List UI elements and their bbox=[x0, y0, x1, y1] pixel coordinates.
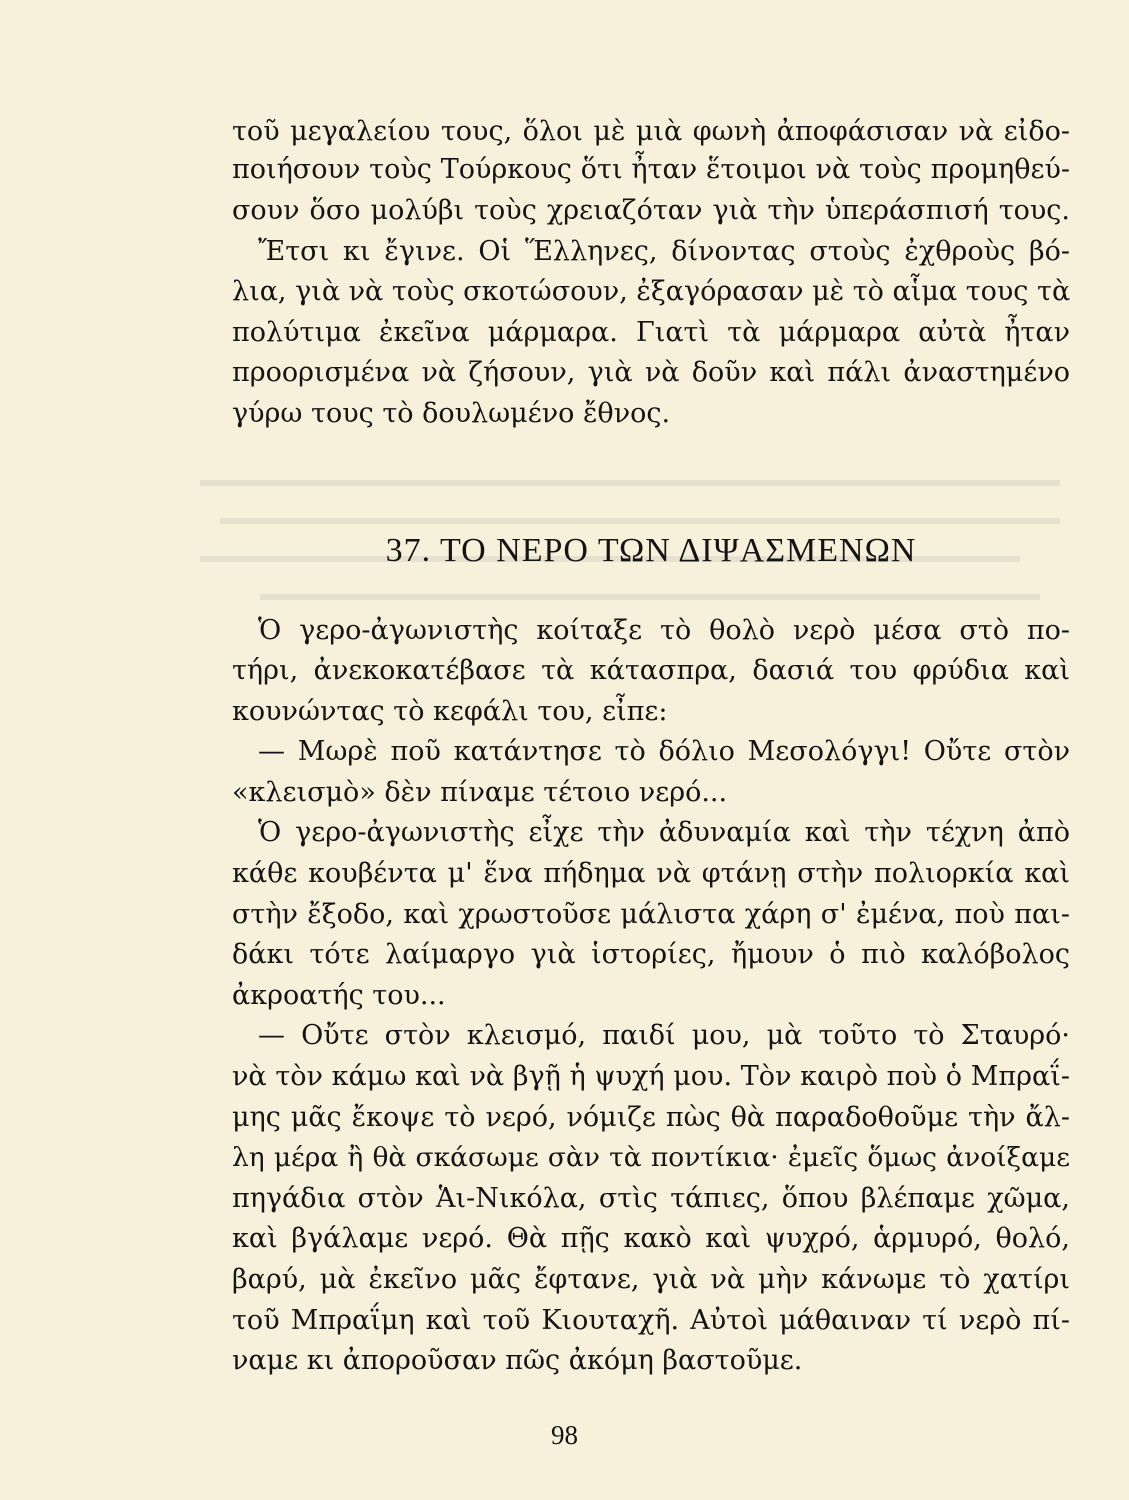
text-line: — Μωρὲ ποῦ κατάντησε τὸ δόλιο Μεσολόγγι! Οὔτε στὸν bbox=[258, 736, 1070, 767]
text-line: νὰ τὸν κάμω καὶ νὰ βγῇ ἡ ψυχή μου. Τὸν καιρὸ ποὺ ὁ Μπραΐ- bbox=[232, 1061, 1070, 1092]
text-line: λη μέρα ἢ θὰ σκάσωμε σὰν τὰ ποντίκια· ἐμεῖς ὅμως ἀνοίξαμε bbox=[232, 1142, 1070, 1173]
text-line: γύρω τους τὸ δουλωμένο ἔθνος. bbox=[232, 398, 671, 429]
text-line: ἀκροατής του... bbox=[232, 980, 446, 1011]
text-line: βαρύ, μὰ ἐκεῖνο μᾶς ἔφτανε, γιὰ νὰ μὴν κάνωμε τὸ χατίρι bbox=[232, 1264, 1070, 1295]
text-line: Ὁ γερο-ἀγωνιστὴς εἶχε τὴν ἀδυναμία καὶ τὴν τέχνη ἀπὸ bbox=[258, 817, 1070, 848]
text-line: κάθε κουβέντα μ' ἕνα πήδημα νὰ φτάνῃ στὴν πολιορκία καὶ bbox=[232, 858, 1070, 889]
page-number: 98 bbox=[551, 1420, 578, 1450]
text-line: μης μᾶς ἔκοψε τὸ νερό, νόμιζε πὼς θὰ παραδοθοῦμε τὴν ἄλ- bbox=[232, 1102, 1070, 1133]
text-line: δάκι τότε λαίμαργο γιὰ ἱστορίες, ἤμουν ὁ πιὸ καλόβολος bbox=[232, 939, 1070, 970]
text-line: λια, γιὰ νὰ τοὺς σκοτώσουν, ἐξαγόρασαν μὲ τὸ αἷμα τους τὰ bbox=[232, 276, 1071, 307]
text-line: Ὁ γερο-ἀγωνιστὴς κοίταξε τὸ θολὸ νερὸ μέσα στὸ πο- bbox=[258, 615, 1070, 646]
text-line: σουν ὅσο μολύβι τοὺς χρειαζόταν γιὰ τὴν ὑπεράσπισή τους. bbox=[232, 195, 1070, 226]
text-line: — Οὔτε στὸν κλεισμό, παιδί μου, μὰ τοῦτο τὸ Σταυρό· bbox=[258, 1020, 1070, 1051]
text-line: ποιήσουν τοὺς Τούρκους ὅτι ἦταν ἕτοιμοι νὰ τοὺς προμηθεύ- bbox=[232, 154, 1070, 185]
text-line: στὴν ἔξοδο, καὶ χρωστοῦσε μάλιστα χάρη σ' ἐμένα, ποὺ παι- bbox=[232, 899, 1070, 930]
text-line: προορισμένα νὰ ζήσουν, γιὰ νὰ δοῦν καὶ πάλι ἀναστημένο bbox=[232, 357, 1070, 388]
text-line: πηγάδια στὸν Ἁι-Νικόλα, στὶς τάπιες, ὅπου βλέπαμε χῶμα, bbox=[232, 1183, 1070, 1214]
text-line: Ἔτσι κι ἔγινε. Οἱ Ἕλληνες, δίνοντας στοὺς ἐχθροὺς βό- bbox=[258, 236, 1070, 267]
text-line: «κλεισμὸ» δὲν πίναμε τέτοιο νερό... bbox=[232, 777, 728, 808]
text-line: καὶ βγάλαμε νερό. Θὰ πῇς κακὸ καὶ ψυχρό, ἁρμυρό, θολό, bbox=[232, 1223, 1070, 1254]
text-line: κουνώντας τὸ κεφάλι του, εἶπε: bbox=[232, 696, 668, 727]
text-line: τοῦ μεγαλείου τους, ὅλοι μὲ μιὰ φωνὴ ἀποφάσισαν νὰ εἰδο- bbox=[232, 116, 1070, 147]
text-line: τοῦ Μπραΐμη καὶ τοῦ Κιουταχῆ. Αὐτοὶ μάθαιναν τί νερὸ πί- bbox=[232, 1305, 1070, 1336]
text-line: τήρι, ἀνεκοκατέβασε τὰ κάτασπρα, δασιά του φρύδια καὶ bbox=[232, 655, 1070, 686]
text-line: ναμε κι ἀποροῦσαν πῶς ἀκόμη βαστοῦμε. bbox=[232, 1345, 803, 1376]
chapter-heading: 37. ΤΟ ΝΕΡΟ ΤΩΝ ΔΙΨΑΣΜΕΝΩΝ bbox=[385, 532, 917, 569]
text-line: πολύτιμα ἐκεῖνα μάρμαρα. Γιατὶ τὰ μάρμαρα αὐτὰ ἦταν bbox=[232, 317, 1070, 348]
